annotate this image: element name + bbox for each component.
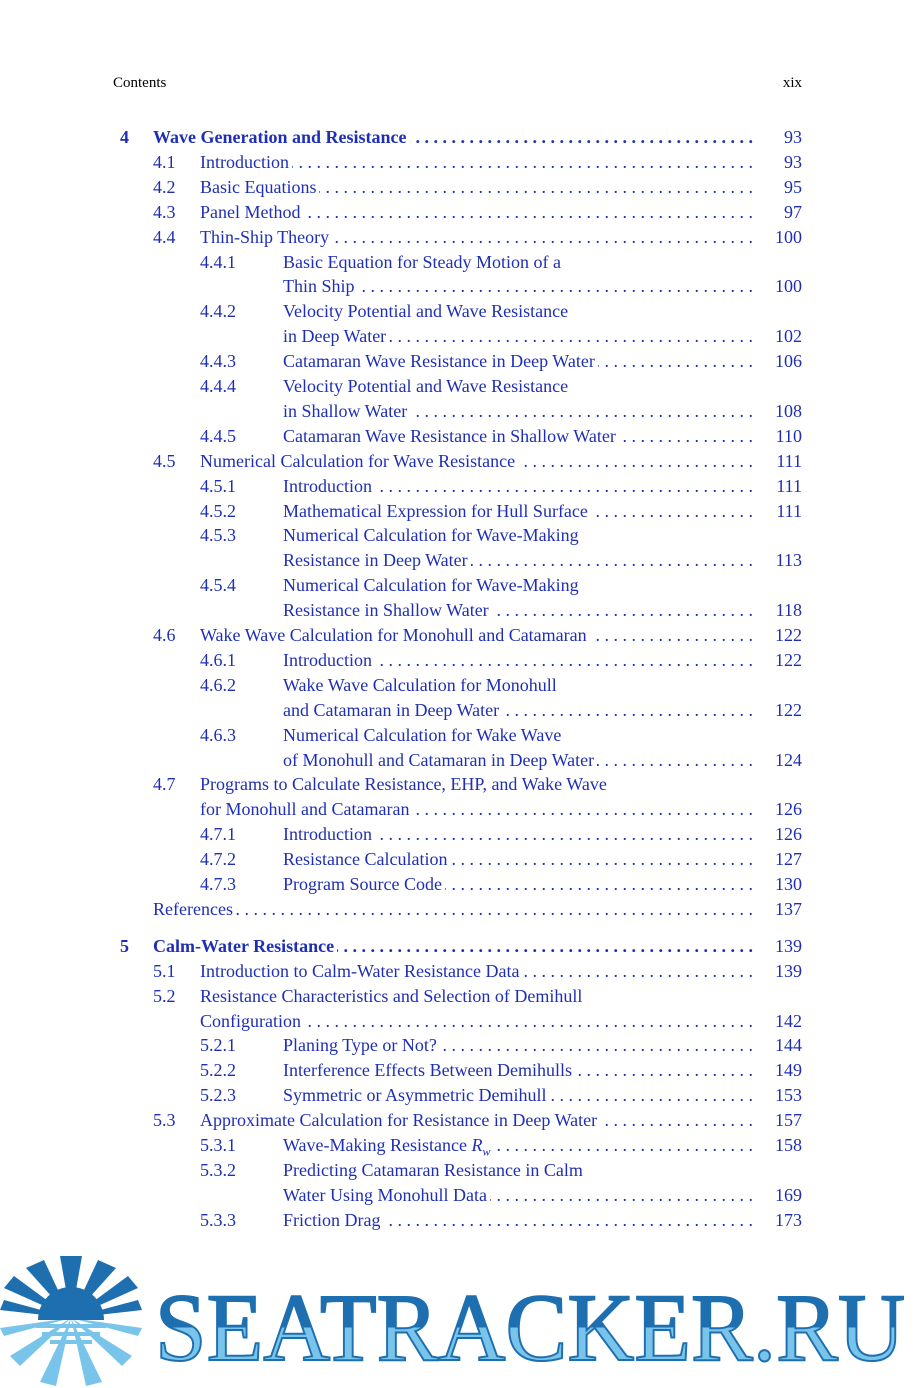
toc-entry-title[interactable]: Wake Wave Calculation for Monohull bbox=[283, 675, 560, 695]
toc-entry-number: 5.3.3 bbox=[200, 1209, 236, 1230]
toc-entry-number: 5.3.2 bbox=[200, 1159, 236, 1180]
toc-entry-number: 4.5.3 bbox=[200, 525, 236, 546]
toc-page-number[interactable]: 111 bbox=[776, 500, 802, 521]
toc-entry-title[interactable]: Velocity Potential and Wave Resistance bbox=[283, 376, 571, 396]
toc-entry[interactable] bbox=[0, 1009, 915, 1034]
toc-entry-number: 4.5.4 bbox=[200, 575, 236, 596]
toc-page-number[interactable]: 124 bbox=[775, 749, 802, 770]
toc-entry-title[interactable]: Basic Equations bbox=[200, 177, 319, 197]
toc-page-number[interactable]: 122 bbox=[775, 649, 802, 670]
toc-entry-title[interactable]: Resistance in Shallow Water bbox=[283, 600, 492, 620]
toc-page-number[interactable]: 111 bbox=[776, 475, 802, 496]
toc-entry[interactable] bbox=[0, 748, 915, 773]
toc-entry-title[interactable]: for Monohull and Catamaran bbox=[200, 799, 412, 819]
toc-entry-title[interactable]: Introduction bbox=[283, 650, 375, 670]
toc-page-number[interactable]: 139 bbox=[775, 935, 802, 956]
toc-entry[interactable] bbox=[0, 499, 915, 524]
toc-entry[interactable] bbox=[0, 673, 915, 698]
toc-entry[interactable] bbox=[0, 324, 915, 349]
watermark-logo bbox=[0, 1248, 915, 1388]
toc-page-number[interactable]: 110 bbox=[775, 425, 802, 446]
toc-entry-title[interactable]: Mathematical Expression for Hull Surface bbox=[283, 501, 591, 521]
toc-entry-title[interactable]: Resistance Calculation bbox=[283, 849, 450, 869]
toc-entry-title[interactable]: Water Using Monohull Data bbox=[283, 1185, 490, 1205]
toc-page-number[interactable]: 127 bbox=[775, 849, 802, 870]
sun-burst-icon bbox=[0, 1256, 142, 1386]
toc-entry-number: 5.2.1 bbox=[200, 1035, 236, 1056]
toc-entry-title[interactable]: Wave-Making Resistance $R_w$ bbox=[283, 1135, 494, 1155]
toc-entry-title[interactable]: Numerical Calculation for Wave-Making bbox=[283, 575, 582, 595]
toc-entry-title[interactable]: Panel Method bbox=[200, 202, 304, 222]
toc-entry-title[interactable]: Numerical Calculation for Wave Resistance bbox=[200, 451, 518, 471]
toc-entry[interactable] bbox=[0, 623, 915, 648]
toc-entry-number: 4.5.1 bbox=[200, 475, 236, 496]
toc-entry[interactable] bbox=[0, 250, 915, 275]
toc-entry-title[interactable]: and Catamaran in Deep Water bbox=[283, 700, 502, 720]
toc-entry[interactable] bbox=[0, 299, 915, 324]
toc-entry-number: 4.1 bbox=[153, 151, 176, 172]
toc-page-number[interactable]: 108 bbox=[775, 400, 802, 421]
toc-entry-title[interactable]: Catamaran Wave Resistance in Shallow Water bbox=[283, 426, 619, 446]
toc-entry-title[interactable]: Configuration bbox=[200, 1011, 304, 1031]
toc-entry[interactable] bbox=[0, 822, 915, 847]
toc-entry-number: 5.3 bbox=[153, 1110, 176, 1131]
toc-entry[interactable] bbox=[0, 175, 915, 200]
toc-entry[interactable] bbox=[0, 1058, 915, 1083]
toc-page-number[interactable]: 100 bbox=[775, 276, 802, 297]
toc-entry[interactable] bbox=[0, 573, 915, 598]
toc-entry[interactable] bbox=[0, 1208, 915, 1233]
toc-entry[interactable] bbox=[0, 648, 915, 673]
toc-chapter-entry[interactable] bbox=[0, 934, 915, 959]
toc-entry[interactable] bbox=[0, 474, 915, 499]
toc-entry[interactable] bbox=[0, 449, 915, 474]
toc-entry[interactable] bbox=[0, 772, 915, 797]
toc-entry-title[interactable]: in Deep Water bbox=[283, 326, 389, 346]
toc-page-number[interactable]: 126 bbox=[775, 799, 802, 820]
toc-entry-title[interactable]: of Monohull and Catamaran in Deep Water bbox=[283, 750, 597, 770]
toc-entry[interactable] bbox=[0, 1033, 915, 1058]
running-header bbox=[113, 75, 802, 95]
toc-entry-number: 4.7 bbox=[153, 774, 176, 795]
toc-entry-title[interactable]: Wave Generation and Resistance bbox=[153, 127, 410, 147]
toc-page-number[interactable]: 93 bbox=[784, 151, 802, 172]
toc-entry-number: 4.4 bbox=[153, 226, 176, 247]
toc-entry-title[interactable]: Resistance in Deep Water bbox=[283, 550, 471, 570]
toc-entry-title[interactable]: in Shallow Water bbox=[283, 401, 410, 421]
toc-entry-number: 4.2 bbox=[153, 176, 176, 197]
toc-entry-number: 4.4.4 bbox=[200, 376, 236, 396]
toc-entry-title[interactable]: Interference Effects Between Demihulls bbox=[283, 1060, 575, 1080]
toc-page-number[interactable]: 102 bbox=[775, 326, 802, 347]
toc-entry-title[interactable]: Predicting Catamaran Resistance in Calm bbox=[283, 1160, 586, 1180]
toc-page-number[interactable]: 149 bbox=[775, 1060, 802, 1081]
toc-entry-number: 4.6 bbox=[153, 625, 176, 645]
toc-page-number[interactable]: 113 bbox=[775, 550, 802, 571]
toc-entry[interactable] bbox=[0, 847, 915, 872]
toc-page-number[interactable]: 126 bbox=[775, 824, 802, 845]
toc-entry[interactable] bbox=[0, 424, 915, 449]
toc-entry[interactable] bbox=[0, 150, 915, 175]
toc-entry[interactable] bbox=[0, 959, 915, 984]
toc-chapter-entry[interactable] bbox=[0, 125, 915, 150]
toc-entry-number: 5 bbox=[120, 935, 129, 956]
toc-entry-title[interactable]: Numerical Calculation for Wave-Making bbox=[283, 525, 582, 545]
toc-entry-number: 4.5 bbox=[153, 450, 176, 471]
toc-entry-number: 5.3.1 bbox=[200, 1135, 236, 1155]
toc-page-number[interactable]: 130 bbox=[775, 874, 802, 894]
header-section-title: Contents bbox=[113, 75, 167, 91]
toc-entry-number: 4.6.3 bbox=[200, 724, 236, 745]
toc-page-number[interactable]: 97 bbox=[784, 201, 802, 222]
toc-entry-number: 4 bbox=[120, 127, 129, 147]
toc-entry-title[interactable]: Introduction bbox=[200, 152, 292, 172]
toc-entry-number: 4.7.1 bbox=[200, 824, 236, 845]
toc-entry-title[interactable]: Introduction to Calm-Water Resistance Data bbox=[200, 961, 522, 981]
toc-entry[interactable] bbox=[0, 723, 915, 748]
toc-entry[interactable] bbox=[0, 598, 915, 623]
toc-entry-number: 5.1 bbox=[153, 960, 176, 981]
toc-entry[interactable] bbox=[0, 548, 915, 573]
toc-page-number[interactable]: 93 bbox=[784, 127, 802, 147]
toc-entry[interactable] bbox=[0, 1183, 915, 1208]
toc-entry-title[interactable]: Basic Equation for Steady Motion of a bbox=[283, 252, 564, 272]
toc-entry-number: 4.4.5 bbox=[200, 425, 236, 446]
toc-entry-number: 4.6.2 bbox=[200, 674, 236, 695]
toc-entry[interactable] bbox=[0, 1108, 915, 1133]
toc-page-number[interactable]: 111 bbox=[776, 450, 802, 471]
toc-entry-title[interactable]: Program Source Code bbox=[283, 874, 445, 894]
toc-page-number[interactable]: 173 bbox=[775, 1209, 802, 1230]
toc-entry-title[interactable]: Resistance Characteristics and Selection of Demihull bbox=[200, 986, 585, 1006]
toc-entry[interactable] bbox=[0, 698, 915, 723]
toc-entry[interactable] bbox=[0, 374, 915, 399]
toc-entry-number: 4.4.3 bbox=[200, 351, 236, 372]
toc-entry[interactable] bbox=[0, 872, 915, 897]
toc-page-number[interactable]: 100 bbox=[775, 226, 802, 247]
toc-page-number[interactable]: 95 bbox=[784, 176, 802, 197]
toc-page-number[interactable]: 122 bbox=[775, 625, 802, 645]
toc-page-number[interactable]: 118 bbox=[775, 600, 802, 621]
toc-entry-title[interactable]: Catamaran Wave Resistance in Deep Water bbox=[283, 351, 598, 371]
toc-entry-title[interactable]: Introduction bbox=[283, 824, 375, 844]
toc-entry[interactable] bbox=[0, 984, 915, 1009]
toc-page-number[interactable]: 144 bbox=[775, 1035, 802, 1056]
toc-page-number[interactable]: 139 bbox=[775, 960, 802, 981]
toc-entry[interactable] bbox=[0, 1083, 915, 1108]
toc-page-number[interactable]: 106 bbox=[775, 351, 802, 372]
toc-page-number[interactable]: 122 bbox=[775, 699, 802, 720]
toc-page-number[interactable]: 142 bbox=[775, 1010, 802, 1031]
toc-entry-number: 4.7.3 bbox=[200, 874, 236, 894]
toc-entry[interactable] bbox=[0, 797, 915, 822]
toc-entry-title[interactable]: Numerical Calculation for Wake Wave bbox=[283, 725, 564, 745]
toc-entry-title[interactable]: Approximate Calculation for Resistance in Deep Water bbox=[200, 1110, 600, 1130]
toc-entry-title[interactable]: Programs to Calculate Resistance, EHP, and Wake Wave bbox=[200, 774, 610, 794]
toc-entry[interactable] bbox=[0, 523, 915, 548]
toc-entry-title[interactable]: Symmetric or Asymmetric Demihull bbox=[283, 1085, 549, 1105]
toc-page-number[interactable]: 153 bbox=[775, 1085, 802, 1106]
toc-entry[interactable] bbox=[0, 897, 915, 922]
toc-entry-number: 4.5.2 bbox=[200, 500, 236, 521]
toc-entry-title[interactable]: Wake Wave Calculation for Monohull and Catamaran bbox=[200, 625, 590, 645]
watermark-text: SEATRACKER.RU bbox=[155, 1274, 905, 1381]
toc-page-number[interactable]: 137 bbox=[775, 898, 802, 919]
header-page-number: xix bbox=[782, 75, 802, 91]
toc-entry-title[interactable]: Velocity Potential and Wave Resistance bbox=[283, 301, 571, 321]
toc-entry[interactable] bbox=[0, 200, 915, 225]
toc-entry-title[interactable]: Thin Ship bbox=[283, 276, 358, 296]
toc-entry-title[interactable]: Introduction bbox=[283, 476, 375, 496]
toc-page-number[interactable]: 157 bbox=[775, 1110, 802, 1131]
toc-entry-title[interactable]: Thin-Ship Theory bbox=[200, 227, 332, 247]
toc-entry[interactable] bbox=[0, 225, 915, 250]
toc-entry[interactable] bbox=[0, 1133, 915, 1158]
toc-entry-number: 5.2.3 bbox=[200, 1085, 236, 1106]
toc-entry-number: 5.2 bbox=[153, 985, 176, 1006]
toc-entry-number: 4.3 bbox=[153, 201, 176, 222]
toc-page-number[interactable]: 169 bbox=[775, 1184, 802, 1205]
toc-entry-number: 4.7.2 bbox=[200, 849, 236, 870]
toc-entry[interactable] bbox=[0, 274, 915, 299]
toc-entry-title[interactable]: Friction Drag bbox=[283, 1210, 383, 1230]
toc-entry-title[interactable]: Planing Type or Not? bbox=[283, 1035, 440, 1055]
toc-entry-number: 4.4.1 bbox=[200, 251, 236, 272]
toc-entry-title[interactable]: References bbox=[153, 899, 236, 919]
toc-entry[interactable] bbox=[0, 349, 915, 374]
toc-entry-title[interactable]: Calm-Water Resistance bbox=[153, 936, 337, 956]
toc-entry-number: 4.6.1 bbox=[200, 649, 236, 670]
toc-page-number[interactable]: 158 bbox=[775, 1135, 802, 1155]
toc-entry-number: 5.2.2 bbox=[200, 1060, 236, 1081]
toc-entry-number: 4.4.2 bbox=[200, 301, 236, 322]
toc-entry[interactable] bbox=[0, 399, 915, 424]
toc-entry[interactable] bbox=[0, 1158, 915, 1183]
